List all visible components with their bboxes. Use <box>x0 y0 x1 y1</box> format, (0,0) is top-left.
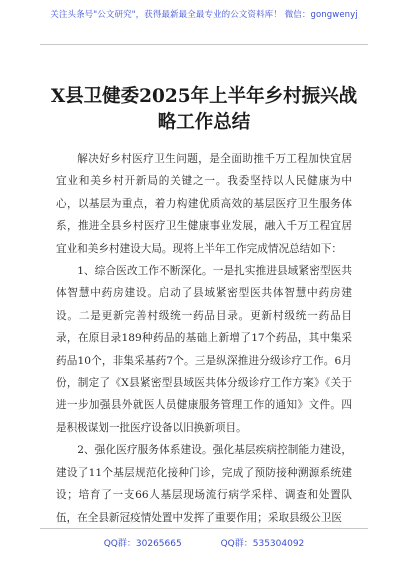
header-divider <box>40 44 368 45</box>
paragraph-intro: 解决好乡村医疗卫生问题，是全面助推千万工程加快宜居宜业和美乡村开新局的关键之一。我委坚持以人民健康为中心，以基层为重点，着力构建优质高效的基层医疗卫生服务体系，推进全县乡村医疗卫生健康事业发展，融入千万工程宜居宜业和美乡村建设大局。现将上半年工作完成情况总结如下： <box>56 153 352 255</box>
footer-divider <box>40 528 368 529</box>
paragraph-item-2: 2、强化医疗服务体系建设。强化基层疾病控制能力建设，建设了11个基层规范化接种门诊，完成了预防接种溯源系统建设；培育了一支66人基层现场流行病学采样、调查和处置队伍，在全县新冠疫情处置中发挥了重要作用；采取县级公卫医 <box>56 444 352 524</box>
footer-qq-group-1: QQ群：30265665 <box>103 539 182 549</box>
document-title: X县卫健委2025年上半年乡村振兴战略工作总结 <box>50 86 358 133</box>
header-note: 关注头条号"公文研究"，获得最新最全最专业的公文资料库！ 微信：gongwenyj <box>50 10 358 20</box>
footer <box>0 536 408 549</box>
paragraph-item-1: 1、综合医改工作不断深化。一是扎实推进县域紧密型医共体智慧中药房建设。启动了县域紧密型医共体智慧中药房建设。二是更新完善村级统一药品目录。更新村级统一药品目录，在原目录189种药品的基础上新增了17个药品，其中集采药品10个，非集采基药7个。三是纵深推进分级诊疗工作。6月份，制定了《X县紧密型县域医共体分级诊疗工作方案》《关于进一步加强县外就医人员健康服务管理工作的通知》文件。四是积极谋划一批医疗设备以旧换新项目。 <box>56 265 352 434</box>
footer-qq-group-2: QQ群：535304092 <box>220 539 305 549</box>
document-body <box>56 148 352 529</box>
